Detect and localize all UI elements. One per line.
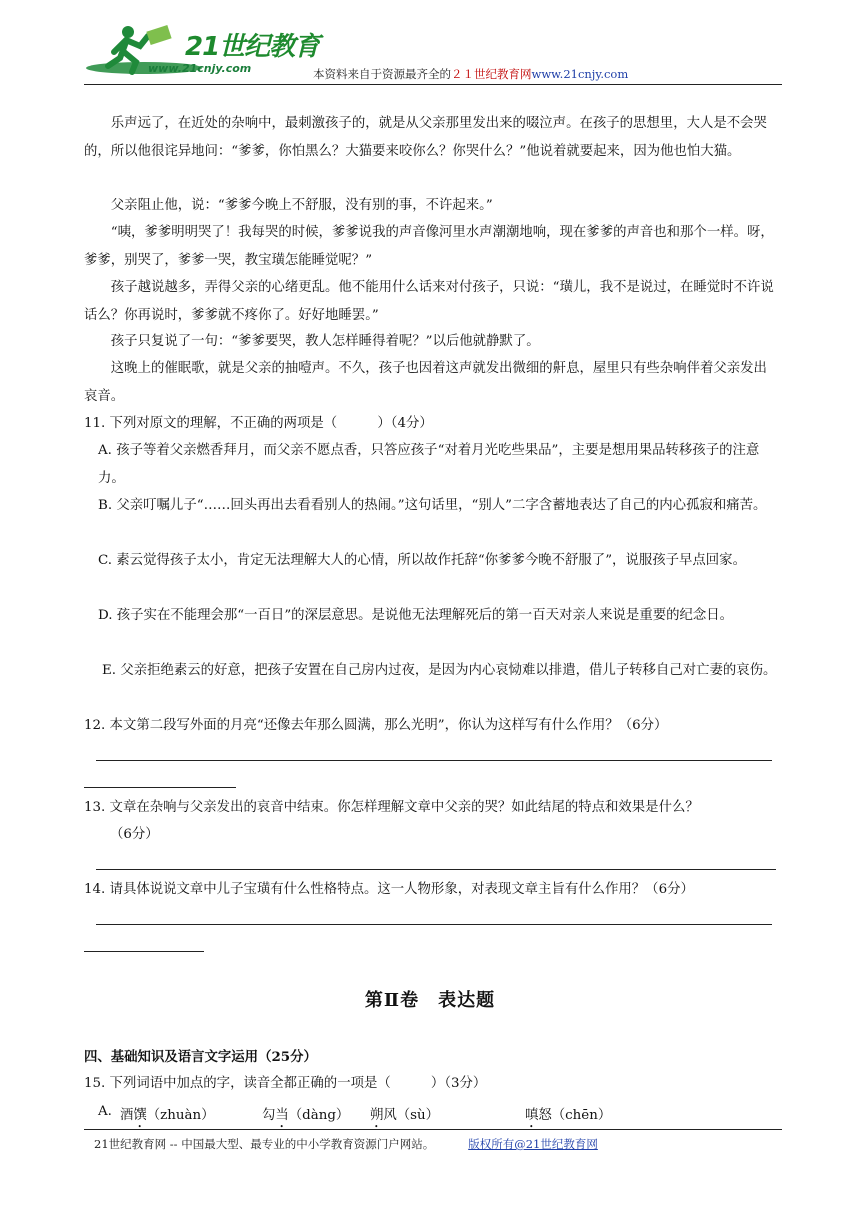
option-label: E. [102, 663, 117, 678]
option-label: A. [98, 443, 112, 458]
word-item: 勾当（dàng） [262, 1108, 350, 1123]
question-11-stem: 11. 下列对原文的理解，不正确的两项是（ ）（4分） [84, 416, 433, 431]
part-4-title: 四、基础知识及语言文字运用（25分） [84, 1049, 317, 1065]
word-item: 朔风（sù） [370, 1108, 440, 1123]
header-note [313, 66, 628, 82]
option-text: 孩子实在不能理会那“一百日”的深层意思。是说他无法理解死后的第一百天对亲人来说是重要的纪念日。 [116, 608, 734, 623]
option-text: 素云觉得孩子太小，肯定无法理解大人的心情，所以故作托辞“你爹爹今晚不舒服了”，说服孩子早点回家。 [116, 553, 746, 568]
option-label: A. [98, 1104, 112, 1119]
q11-option-e [102, 657, 782, 685]
dotted-char: 朔 [370, 1108, 384, 1123]
q11-option-d [98, 602, 778, 630]
dotted-char: 馔 [133, 1108, 147, 1123]
answer-line[interactable] [84, 951, 204, 952]
answer-line[interactable] [96, 924, 772, 925]
q11-option-a [98, 437, 778, 492]
word-item: 嗔怒（chēn） [525, 1108, 612, 1123]
dotted-char: 嗔 [525, 1108, 539, 1123]
question-12: 12. 本文第二段写外面的月亮“还像去年那么圆满，那么光明”，你认为这样写有什么作用？（6分） [84, 718, 668, 733]
header-site-name[interactable]: ２１世纪教育网 [451, 67, 532, 81]
footer-text: 21世纪教育网 -- 中国最大型、最专业的中小学教育资源门户网站。 [94, 1137, 435, 1151]
logo-text: 21世纪教育 [185, 32, 320, 62]
q11-option-b [98, 492, 778, 520]
paragraph: 这晚上的催眠歌，就是父亲的抽噎声。不久，孩子也因着这声就发出微细的鼾息，屋里只有些杂响伴着父亲发出哀音。 [84, 361, 767, 404]
option-label: D. [98, 608, 113, 623]
word-item: 酒馔（zhuàn） [120, 1108, 215, 1123]
footer-copyright-link[interactable]: 版权所有@21世纪教育网 [468, 1137, 598, 1151]
option-label: B. [98, 498, 113, 513]
option-text: 孩子等着父亲燃香拜月，而父亲不愿点香，只答应孩子“对着月光吃些果品”，主要是想用果品转移孩子的注意力。 [98, 443, 760, 486]
header-divider [84, 84, 782, 85]
paragraph: “咦，爹爹明明哭了！我每哭的时候，爹爹说我的声音像河里水声潮潮地响，现在爹爹的声音也和那个一样。呀，爹爹，别哭了，爹爹一哭，教宝璜怎能睡觉呢？” [84, 225, 774, 268]
option-text: 父亲叮嘱儿子“……回头再出去看看别人的热闹。”这句话里，“别人”二字含蓄地表达了自己的内心孤寂和痛苦。 [116, 498, 767, 513]
paragraph: 父亲阻止他，说：“爹爹今晚上不舒服，没有别的事，不许起来。” [110, 198, 493, 213]
header-site-url[interactable]: www.21cnjy.com [531, 67, 629, 81]
section-title: 第Ⅱ卷 表达题 [364, 990, 496, 1011]
footer-divider [84, 1129, 782, 1130]
question-13-score: （6分） [110, 827, 159, 842]
option-label: C. [98, 553, 113, 568]
footer [94, 1136, 598, 1152]
header-note-prefix: 本资料来自于资源最齐全的 [313, 67, 451, 81]
question-13: 13. 文章在杂响与父亲发出的哀音中结束。你怎样理解文章中父亲的哭？如此结尾的特点和效果是什么？ [84, 800, 699, 815]
answer-line[interactable] [84, 787, 236, 788]
paragraph: 孩子只复说了一句：“爹爹要哭，教人怎样睡得着呢？”以后他就静默了。 [110, 334, 540, 349]
logo-url: www.21cnjy.com [148, 62, 252, 75]
question-14: 14. 请具体说说文章中儿子宝璜有什么性格特点。这一人物形象，对表现文章主旨有什么作用？（6分） [84, 882, 694, 897]
answer-line[interactable] [96, 760, 772, 761]
question-15-stem: 15. 下列词语中加点的字，读音全都正确的一项是（ ）（3分） [84, 1076, 487, 1091]
option-text: 父亲拒绝素云的好意，把孩子安置在自己房内过夜，是因为内心哀恸难以排遣，借儿子转移自己对亡妻的哀伤。 [120, 663, 777, 678]
q11-option-c [98, 547, 778, 575]
dotted-char: 当 [275, 1108, 289, 1123]
paragraph: 乐声远了，在近处的杂响中，最刺激孩子的，就是从父亲那里发出来的啜泣声。在孩子的思想里，大人是不会哭的，所以他很诧异地问：“爹爹，你怕黑么？大猫要来咬你么？你哭什么？”他说着就要起来，因为他也怕大猫。 [84, 116, 767, 159]
paragraph: 孩子越说越多，弄得父亲的心绪更乱。他不能用什么话来对付孩子，只说：“璜儿，我不是说过，在睡觉时不许说话么？你再说时，爹爹就不疼你了。好好地睡罢。” [84, 280, 774, 323]
answer-line[interactable] [96, 869, 776, 870]
